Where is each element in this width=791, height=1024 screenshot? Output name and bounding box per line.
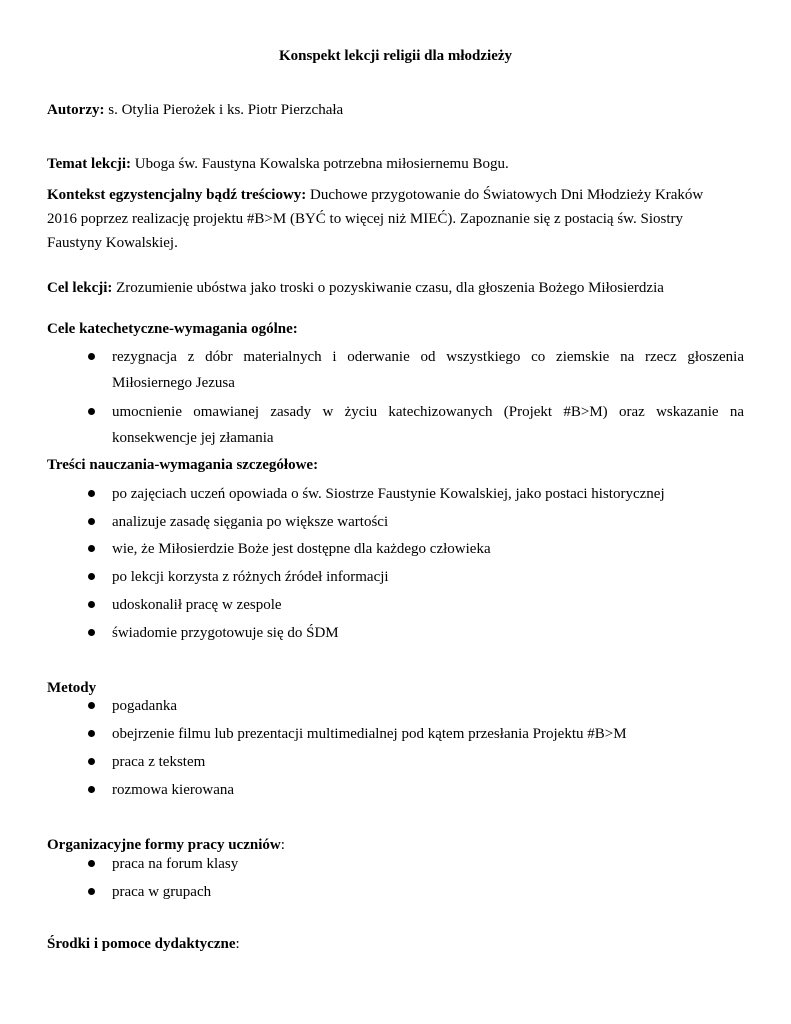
bullet-icon [88,490,95,497]
bullet-icon [88,730,95,737]
bullet-icon [88,545,95,552]
authors-value: s. Otylia Pierożek i ks. Piotr Pierzchała [108,102,344,118]
bullet-icon [88,629,95,636]
list-item-text: pogadanka [112,698,177,714]
list-item-text: praca na forum klasy [112,856,239,872]
context-line-3: Faustyny Kowalskiej. [47,235,178,251]
context-line-1 [47,186,703,204]
organization-heading-line [47,836,285,854]
bullet-icon [88,408,95,415]
organization-colon: : [280,837,285,853]
list-item-text: udoskonalił pracę w zespole [112,597,282,613]
goal-value: Zrozumienie ubóstwa jako troski o pozyskiwanie czasu, dla głoszenia Bożego Miłosierdzia [116,280,664,296]
context-line-2: 2016 poprzez realizację projektu #B>M (BYĆ to więcej niż MIEĆ). Zapoznanie się z postacią św. Siostry [47,211,684,227]
list-item-text: po lekcji korzysta z różnych źródeł informacji [112,569,389,585]
detailed-requirements-heading: Treści nauczania-wymagania szczegółowe: [47,457,319,473]
topic-value: Uboga św. Faustyna Kowalska potrzebna miłosiernemu Bogu. [134,156,509,172]
goal-label: Cel lekcji: [47,280,113,296]
list-item-text: praca z tekstem [112,754,206,770]
list-item-text: analizuje zasadę sięgania po większe wartości [112,514,389,530]
context-text-1: Duchowe przygotowanie do Światowych Dni Młodzieży Kraków [310,187,704,203]
resources-colon: : [235,936,240,952]
list-item-line-2: konsekwencje jej złamania [112,430,274,446]
bullet-icon [88,758,95,765]
topic-label: Temat lekcji: [47,156,132,172]
topic-line [47,155,509,173]
goal-line [47,279,664,297]
list-item-text: świadomie przygotowuje się do ŚDM [112,625,339,641]
bullet-icon [88,786,95,793]
authors-line [47,101,343,119]
list-item-text: po zajęciach uczeń opowiada o św. Siostrze Faustynie Kowalskiej, jako postaci historycznej [112,486,665,502]
bullet-icon [88,860,95,867]
list-item-text: wie, że Miłosierdzie Boże jest dostępne dla każdego człowieka [112,541,491,557]
list-item-text: praca w grupach [112,884,212,900]
bullet-icon [88,518,95,525]
resources-heading-line [47,935,240,953]
methods-heading: Metody [47,680,97,696]
list-item-line-2: Miłosiernego Jezusa [112,375,235,391]
document-title: Konspekt lekcji religii dla młodzieży [278,48,513,64]
context-label: Kontekst egzystencjalny bądź treściowy: [47,187,307,203]
bullet-icon [88,353,95,360]
list-item-line-1: umocnienie omawianej zasady w życiu katechizowanych (Projekt #B>M) oraz wskazanie na [112,404,744,420]
general-requirements-heading: Cele katechetyczne-wymagania ogólne: [47,321,298,337]
bullet-icon [88,702,95,709]
bullet-icon [88,888,95,895]
list-item-text: rozmowa kierowana [112,782,235,798]
bullet-icon [88,573,95,580]
authors-label: Autorzy: [47,102,105,118]
resources-heading: Środki i pomoce dydaktyczne [47,936,236,952]
list-item-line-1: rezygnacja z dóbr materialnych i oderwanie od wszystkiego co ziemskie na rzecz głoszenia [112,349,744,365]
organization-heading: Organizacyjne formy pracy uczniów [47,837,281,853]
bullet-icon [88,601,95,608]
list-item-text: obejrzenie filmu lub prezentacji multimedialnej pod kątem przesłania Projektu #B>M [112,726,627,742]
